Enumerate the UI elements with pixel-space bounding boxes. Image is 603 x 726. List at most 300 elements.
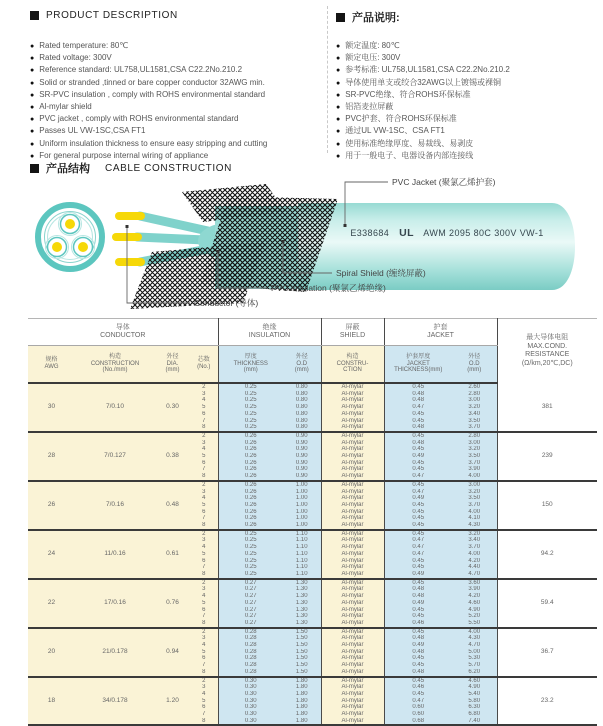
- table-cell: 0.25: [218, 411, 283, 418]
- table-cell: 4: [190, 446, 218, 453]
- construction-title-en: CABLE CONSTRUCTION: [105, 162, 232, 174]
- table-cell: 0.90: [283, 473, 321, 481]
- shield-label: Spiral Shield (缠绕屏蔽): [336, 268, 426, 278]
- table-cell: 20: [28, 628, 75, 677]
- table-cell: 36.7: [497, 628, 597, 677]
- table-cell: Al-mylar: [321, 432, 384, 440]
- table-cell: 1.10: [283, 530, 321, 538]
- circle-bullet-icon: ●: [30, 91, 35, 99]
- table-cell: 0.47: [384, 489, 452, 496]
- table-cell: 4.90: [452, 607, 497, 614]
- table-cell: 0.47: [384, 404, 452, 411]
- table-cell: 0.80: [283, 383, 321, 391]
- table-cell: 0.45: [384, 613, 452, 620]
- bullet-text: SR-PVC insulation , comply with ROHS environmental standard: [39, 89, 266, 99]
- table-cell: 0.80: [283, 404, 321, 411]
- table-cell: 5.80: [452, 698, 497, 705]
- table-cell: 0.76: [155, 579, 190, 628]
- product-description-cn-title: 产品说明:: [352, 12, 400, 24]
- table-cell: 0.49: [384, 495, 452, 502]
- column-header: 护套厚度 JACKET THICKNESS(mm): [384, 346, 452, 384]
- bullet-text: 导体使用单支或绞合32AWG以上镀锡或裸铜: [345, 77, 501, 87]
- bullet-item: [336, 113, 510, 125]
- table-cell: 6: [190, 704, 218, 711]
- table-cell: 5: [190, 551, 218, 558]
- table-cell: Al-mylar: [321, 481, 384, 489]
- table-cell: 23.2: [497, 677, 597, 726]
- table-cell: 4: [190, 495, 218, 502]
- circle-bullet-icon: ●: [30, 152, 35, 160]
- table-cell: 1.80: [283, 704, 321, 711]
- bullet-item: [30, 89, 267, 101]
- table-cell: Al-mylar: [321, 411, 384, 418]
- table-cell: 4.20: [452, 593, 497, 600]
- table-cell: 0.48: [384, 424, 452, 432]
- table-cell: 0.45: [384, 446, 452, 453]
- table-cell: 0.28: [218, 649, 283, 656]
- table-cell: 7: [190, 613, 218, 620]
- table-cell: 1.80: [283, 677, 321, 685]
- table-cell: 0.48: [384, 593, 452, 600]
- table-cell: 0.25: [218, 558, 283, 565]
- table-cell: 4.30: [452, 522, 497, 530]
- table-cell: 3: [190, 440, 218, 447]
- table-cell: 0.48: [384, 397, 452, 404]
- table-row: [28, 530, 597, 538]
- table-cell: Al-mylar: [321, 635, 384, 642]
- table-cell: 0.45: [384, 662, 452, 669]
- product-description-heading: [30, 10, 178, 21]
- table-cell: 6: [190, 509, 218, 516]
- circle-bullet-icon: ●: [336, 55, 341, 63]
- table-cell: 0.80: [283, 391, 321, 398]
- table-cell: 8: [190, 424, 218, 432]
- table-cell: Al-mylar: [321, 600, 384, 607]
- table-cell: 7: [190, 662, 218, 669]
- table-cell: 4.20: [452, 558, 497, 565]
- table-cell: Al-mylar: [321, 509, 384, 516]
- table-cell: 0.80: [283, 411, 321, 418]
- table-cell: 2: [190, 677, 218, 685]
- bullet-text: Passes UL VW-1SC,CSA FT1: [39, 126, 146, 136]
- table-cell: 0.25: [218, 544, 283, 551]
- table-cell: 0.47: [384, 698, 452, 705]
- table-cell: 6.80: [452, 711, 497, 718]
- table-cell: Al-mylar: [321, 515, 384, 522]
- table-cell: 239: [497, 432, 597, 481]
- table-cell: Al-mylar: [321, 642, 384, 649]
- table-row: [28, 481, 597, 489]
- circle-bullet-icon: ●: [30, 128, 35, 136]
- table-cell: 0.47: [384, 537, 452, 544]
- table-cell: 5: [190, 600, 218, 607]
- table-cell: 1.80: [283, 718, 321, 726]
- table-cell: 1.30: [283, 620, 321, 628]
- bullet-text: 使用标准绝缘厚度、易裁线、易剥皮: [345, 138, 474, 148]
- table-cell: 0.28: [218, 655, 283, 662]
- table-cell: 4.40: [452, 564, 497, 571]
- table-cell: 0.45: [384, 579, 452, 587]
- table-cell: 0.25: [218, 530, 283, 538]
- table-cell: Al-mylar: [321, 397, 384, 404]
- bullet-text: 用于一般电子、电器设备内部连接线: [345, 150, 474, 160]
- table-cell: 1.10: [283, 537, 321, 544]
- cross-section-conductor: [72, 236, 95, 259]
- table-cell: 3: [190, 684, 218, 691]
- table-cell: 1.30: [283, 613, 321, 620]
- table-cell: 0.25: [218, 537, 283, 544]
- table-cell: 6: [190, 607, 218, 614]
- bullet-item: [30, 101, 267, 113]
- table-cell: 0.30: [218, 711, 283, 718]
- table-cell: 17/0.16: [75, 579, 155, 628]
- table-cell: 0.48: [155, 481, 190, 530]
- bullet-text: Uniform insulation thickness to ensure easy stripping and cutting: [39, 138, 268, 148]
- table-cell: 0.45: [384, 564, 452, 571]
- table-cell: 0.45: [384, 383, 452, 391]
- table-cell: 4: [190, 544, 218, 551]
- table-cell: Al-mylar: [321, 564, 384, 571]
- table-cell: 2.60: [452, 383, 497, 391]
- table-cell: 0.48: [384, 635, 452, 642]
- table-cell: 0.26: [218, 481, 283, 489]
- table-cell: Al-mylar: [321, 628, 384, 636]
- table-cell: 1.30: [283, 600, 321, 607]
- table-cell: 0.45: [384, 411, 452, 418]
- circle-bullet-icon: ●: [336, 43, 341, 50]
- table-cell: 0.49: [384, 571, 452, 579]
- table-cell: 4.10: [452, 515, 497, 522]
- table-cell: 1.00: [283, 509, 321, 516]
- table-cell: 0.30: [155, 383, 190, 432]
- table-row: [28, 383, 597, 391]
- table-cell: Al-mylar: [321, 677, 384, 685]
- table-cell: 3.20: [452, 530, 497, 538]
- circle-bullet-icon: ●: [30, 79, 35, 87]
- table-cell: 3.50: [452, 495, 497, 502]
- table-cell: 22: [28, 579, 75, 628]
- bullet-item: [30, 64, 267, 76]
- table-cell: 1.20: [155, 677, 190, 726]
- table-cell: 3.20: [452, 489, 497, 496]
- cert-rating: AWM 2095 80C 300V VW-1: [423, 228, 544, 238]
- table-cell: Al-mylar: [321, 684, 384, 691]
- table-cell: Al-mylar: [321, 551, 384, 558]
- table-cell: 5.40: [452, 691, 497, 698]
- table-cell: 3.00: [452, 397, 497, 404]
- table-cell: 0.80: [283, 397, 321, 404]
- table-cell: 3.40: [452, 411, 497, 418]
- table-cell: 0.26: [218, 502, 283, 509]
- table-cell: Al-mylar: [321, 698, 384, 705]
- table-cell: 0.45: [384, 515, 452, 522]
- circle-bullet-icon: ●: [30, 43, 35, 50]
- table-cell: 3: [190, 586, 218, 593]
- table-cell: 2.80: [452, 432, 497, 440]
- table-cell: 0.30: [218, 691, 283, 698]
- table-cell: 0.48: [384, 586, 452, 593]
- cable-cross-section: [38, 205, 102, 269]
- bullet-text: 额定温度: 80℃: [345, 41, 400, 50]
- table-cell: 0.90: [283, 446, 321, 453]
- table-cell: 0.45: [384, 530, 452, 538]
- table-cell: 1.50: [283, 662, 321, 669]
- bullet-text: Reference standard: UL758,UL1581,CSA C22.2No.210.2: [39, 65, 243, 75]
- spec-table: [28, 318, 597, 726]
- table-cell: 0.45: [384, 432, 452, 440]
- table-cell: 2: [190, 530, 218, 538]
- table-cell: 4.70: [452, 642, 497, 649]
- group-header: 护套 JACKET: [384, 319, 497, 346]
- table-cell: 0.45: [384, 466, 452, 473]
- table-cell: 0.68: [384, 718, 452, 726]
- table-cell: 0.46: [384, 684, 452, 691]
- table-cell: 0.90: [283, 440, 321, 447]
- bullet-text: Rated temperature: 80℃: [39, 41, 129, 50]
- table-cell: 34/0.178: [75, 677, 155, 726]
- product-description-list-en: [30, 40, 267, 162]
- table-cell: 2: [190, 383, 218, 391]
- bullet-text: For general purpose internal wiring of appliance: [39, 150, 209, 160]
- table-cell: 0.26: [218, 440, 283, 447]
- table-cell: 0.28: [218, 669, 283, 677]
- table-cell: 1.50: [283, 655, 321, 662]
- table-cell: Al-mylar: [321, 502, 384, 509]
- table-cell: 4: [190, 397, 218, 404]
- column-header: 外径 DIA. (mm): [155, 346, 190, 384]
- table-cell: 0.46: [384, 620, 452, 628]
- table-cell: 0.26: [218, 473, 283, 481]
- table-cell: 1.50: [283, 642, 321, 649]
- table-cell: 4: [190, 593, 218, 600]
- product-description-title: PRODUCT DESCRIPTION: [46, 10, 178, 21]
- product-description-cn-heading: [336, 9, 400, 25]
- table-cell: 0.27: [218, 613, 283, 620]
- table-cell: Al-mylar: [321, 704, 384, 711]
- table-cell: 7: [190, 564, 218, 571]
- table-cell: 2: [190, 628, 218, 636]
- table-cell: 5: [190, 404, 218, 411]
- table-cell: 3.20: [452, 404, 497, 411]
- circle-bullet-icon: ●: [30, 116, 35, 124]
- circle-bullet-icon: ●: [336, 128, 341, 136]
- column-divider: [327, 6, 328, 153]
- table-cell: 0.30: [218, 684, 283, 691]
- table-cell: 0.49: [384, 600, 452, 607]
- table-cell: 0.30: [218, 698, 283, 705]
- table-row: [28, 432, 597, 440]
- bullet-item: [30, 77, 267, 89]
- table-cell: Al-mylar: [321, 579, 384, 587]
- table-cell: Al-mylar: [321, 649, 384, 656]
- table-cell: 1.00: [283, 515, 321, 522]
- column-header: 外径 O.D (mm): [283, 346, 321, 384]
- table-cell: 0.49: [384, 642, 452, 649]
- table-cell: 0.26: [218, 432, 283, 440]
- column-header: 构造 CONSTRUCTION (No./mm): [75, 346, 155, 384]
- bullet-item: [336, 125, 510, 137]
- circle-bullet-icon: ●: [30, 140, 35, 148]
- table-cell: 28: [28, 432, 75, 481]
- table-cell: 0.25: [218, 424, 283, 432]
- table-cell: 2: [190, 432, 218, 440]
- table-cell: 5: [190, 502, 218, 509]
- bullet-item: [30, 52, 267, 64]
- table-cell: 7: [190, 418, 218, 425]
- construction-title-cn: 产品结构: [46, 163, 90, 175]
- table-cell: 3.90: [452, 586, 497, 593]
- column-header: 厚度 THICKNESS (mm): [218, 346, 283, 384]
- column-header: 构造 CONSTRU- CTION: [321, 346, 384, 384]
- bullet-text: Solid or stranded ,tinned or bare copper conductor 32AWG min.: [39, 77, 265, 87]
- table-cell: 7: [190, 711, 218, 718]
- table-cell: 0.60: [384, 704, 452, 711]
- bullet-text: 额定电压: 300V: [345, 53, 401, 63]
- insulation-label: PVC insulation (聚氯乙烯绝缘): [271, 283, 386, 293]
- group-header: 绝缘 INSULATION: [218, 319, 321, 346]
- table-cell: 0.45: [384, 522, 452, 530]
- ul-mark-icon: UL: [399, 227, 414, 239]
- table-cell: 0.25: [218, 383, 283, 391]
- table-cell: 1.00: [283, 481, 321, 489]
- table-cell: Al-mylar: [321, 607, 384, 614]
- table-cell: 0.25: [218, 418, 283, 425]
- table-cell: 3.50: [452, 453, 497, 460]
- circle-bullet-icon: ●: [30, 67, 35, 75]
- table-cell: 24: [28, 530, 75, 579]
- table-cell: 7.40: [452, 718, 497, 726]
- cert-number: E338684: [350, 228, 390, 238]
- table-cell: 3.70: [452, 544, 497, 551]
- table-cell: 4.00: [452, 628, 497, 636]
- table-cell: 0.30: [218, 718, 283, 726]
- table-cell: 3.20: [452, 446, 497, 453]
- table-cell: 7/0.127: [75, 432, 155, 481]
- table-cell: 0.25: [218, 391, 283, 398]
- table-cell: 1.30: [283, 586, 321, 593]
- table-cell: 0.90: [283, 432, 321, 440]
- table-cell: 0.26: [218, 460, 283, 467]
- table-cell: 5.30: [452, 655, 497, 662]
- table-cell: Al-mylar: [321, 446, 384, 453]
- table-cell: 3.50: [452, 418, 497, 425]
- table-cell: 0.25: [218, 564, 283, 571]
- table-cell: 0.25: [218, 404, 283, 411]
- table-cell: Al-mylar: [321, 571, 384, 579]
- table-cell: 2: [190, 579, 218, 587]
- table-cell: Al-mylar: [321, 558, 384, 565]
- table-cell: 4.00: [452, 551, 497, 558]
- table-cell: Al-mylar: [321, 383, 384, 391]
- table-cell: 6.30: [452, 704, 497, 711]
- table-cell: 0.45: [384, 655, 452, 662]
- table-cell: Al-mylar: [321, 522, 384, 530]
- table-cell: 7/0.16: [75, 481, 155, 530]
- table-cell: 1.50: [283, 649, 321, 656]
- table-cell: 6.20: [452, 669, 497, 677]
- table-cell: 0.26: [218, 446, 283, 453]
- table-cell: Al-mylar: [321, 655, 384, 662]
- product-description-list-cn: [336, 40, 510, 162]
- certification-text: [350, 227, 543, 239]
- circle-bullet-icon: ●: [336, 152, 341, 160]
- bullet-text: Rated voltage: 300V: [39, 53, 112, 63]
- bullet-text: PVC jacket , comply with ROHS environmental standard: [39, 114, 239, 124]
- table-cell: 18: [28, 677, 75, 726]
- table-cell: 3.70: [452, 502, 497, 509]
- table-cell: 1.10: [283, 551, 321, 558]
- table-cell: Al-mylar: [321, 613, 384, 620]
- table-cell: 1.10: [283, 564, 321, 571]
- table-cell: 21/0.178: [75, 628, 155, 677]
- table-cell: 0.48: [384, 391, 452, 398]
- table-cell: 0.47: [384, 551, 452, 558]
- conductor-label: Conductor (导体): [194, 298, 259, 308]
- table-cell: Al-mylar: [321, 495, 384, 502]
- table-cell: 0.45: [384, 481, 452, 489]
- column-header: 芯数 (No.): [190, 346, 218, 384]
- table-cell: 0.45: [384, 418, 452, 425]
- table-cell: 1.00: [283, 502, 321, 509]
- table-cell: 59.4: [497, 579, 597, 628]
- table-cell: 0.47: [384, 544, 452, 551]
- table-cell: 0.27: [218, 600, 283, 607]
- table-cell: 1.10: [283, 571, 321, 579]
- table-cell: 0.28: [218, 642, 283, 649]
- bullet-item: [30, 125, 267, 137]
- table-cell: 5: [190, 698, 218, 705]
- table-cell: 5: [190, 649, 218, 656]
- table-cell: Al-mylar: [321, 424, 384, 432]
- table-cell: 150: [497, 481, 597, 530]
- table-cell: 2.80: [452, 391, 497, 398]
- table-cell: 4.90: [452, 684, 497, 691]
- table-cell: 0.90: [283, 453, 321, 460]
- bullet-item: [336, 40, 510, 52]
- table-cell: 3.60: [452, 579, 497, 587]
- table-cell: 0.48: [384, 440, 452, 447]
- table-cell: 6: [190, 411, 218, 418]
- table-cell: Al-mylar: [321, 586, 384, 593]
- table-cell: 8: [190, 669, 218, 677]
- table-cell: 0.45: [384, 677, 452, 685]
- table-cell: 0.25: [218, 397, 283, 404]
- table-cell: 4.60: [452, 600, 497, 607]
- cross-section-conductor: [46, 236, 69, 259]
- circle-bullet-icon: ●: [336, 91, 341, 99]
- table-cell: 30: [28, 383, 75, 432]
- bullet-text: 参考标准: UL758,UL1581,CSA C22.2No.210.2: [345, 65, 510, 75]
- bullet-text: Al-mylar shield: [39, 102, 92, 112]
- table-cell: 5.70: [452, 662, 497, 669]
- table-cell: 1.00: [283, 522, 321, 530]
- table-cell: Al-mylar: [321, 593, 384, 600]
- table-cell: 0.26: [218, 509, 283, 516]
- table-cell: 3.90: [452, 466, 497, 473]
- bullet-item: [30, 40, 267, 52]
- bullet-item: [30, 138, 267, 150]
- cable-diagram: [0, 172, 603, 318]
- bullet-item: [336, 101, 510, 113]
- table-cell: 3: [190, 537, 218, 544]
- table-cell: 4.60: [452, 677, 497, 685]
- table-cell: Al-mylar: [321, 718, 384, 726]
- table-cell: 0.45: [384, 502, 452, 509]
- table-cell: Al-mylar: [321, 544, 384, 551]
- bullet-item: [336, 52, 510, 64]
- table-cell: 6: [190, 460, 218, 467]
- table-cell: 0.27: [218, 607, 283, 614]
